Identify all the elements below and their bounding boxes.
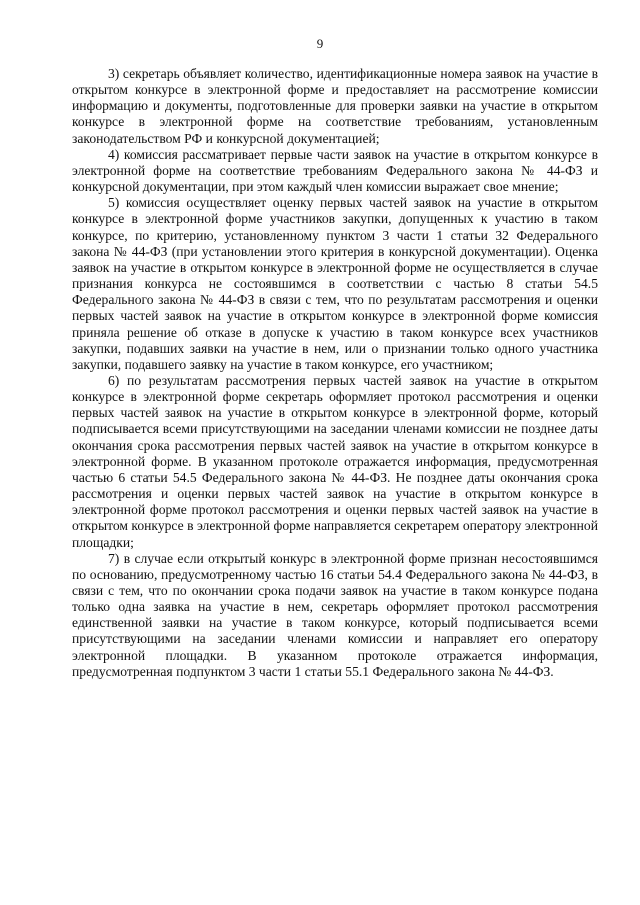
paragraph-item-6: 6) по результатам рассмотрения первых частей заявок на участие в открытом конкурсе в электронной форме секретарь оформляет протокол рассмотрения и оценки первых частей заявок на участие в открытом конкурсе в электронной форме, который подписывается всеми присутствующими на заседании членами комиссии не позднее даты окончания срока рассмотрения первых частей заявок на участие в открытом конкурсе в электронной форме. В указанном протоколе отражается информация, предусмотренная частью 6 статьи 54.5 Федерального закона № 44-ФЗ. Не позднее даты окончания срока рассмотрения и оценки первых частей заявок на участие в открытом конкурсе в электронной форме протокол рассмотрения и оценки первых частей заявок на участие в открытом конкурсе в электронной форме направляется секретарем оператору электронной площадки; <box>72 372 598 550</box>
paragraph-item-3: 3) секретарь объявляет количество, идентификационные номера заявок на участие в открытом конкурсе в электронной форме и предоставляет на рассмотрение комиссии информацию и документы, подготовленные для проверки заявки на участие в открытом конкурсе в электронной форме на соответствие требованиям, установленным законодательством РФ и конкурсной документацией; <box>72 66 598 146</box>
page-number: 9 <box>316 36 324 51</box>
paragraph-item-4: 4) комиссия рассматривает первые части заявок на участие в открытом конкурсе в электронной форме на соответствие требованиям Федерального закона № 44-ФЗ и конкурсной документации, при этом каждый член комиссии выражает свое мнение; <box>72 146 598 195</box>
document-body <box>72 66 598 680</box>
paragraph-item-5: 5) комиссия осуществляет оценку первых частей заявок на участие в открытом конкурсе в электронной форме участников закупки, допущенных к участию в таком конкурсе, по критерию, установленному пунктом 3 части 1 статьи 32 Федерального закона № 44-ФЗ (при установлении этого критерия в конкурсной документации). Оценка заявок на участие в открытом конкурсе в электронной форме не осуществляется в случае признания конкурса не состоявшимся в соответствии с частью 8 статьи 54.5 Федерального закона № 44-ФЗ в связи с тем, что по результатам рассмотрения и оценки первых частей заявок на участие в открытом конкурсе в электронной форме комиссия приняла решение об отказе в допуске к участию в таком конкурсе всех участников закупки, подавших заявки на участие в нем, или о признании только одного участника закупки, подавшего заявку на участие в таком конкурсе, его участником; <box>72 195 598 372</box>
paragraph-item-7: 7) в случае если открытый конкурс в электронной форме признан несостоявшимся по основанию, предусмотренному частью 16 статьи 54.4 Федерального закона № 44-ФЗ, в связи с тем, что по окончании срока подачи заявок на участие в таком конкурсе подана только одна заявка на участие в нем, секретарь оформляет протокол рассмотрения единственной заявки на участие в таком конкурсе, который подписывается всеми присутствующими на заседании членами комиссии и направляет его оператору электронной площадки. В указанном протоколе отражается информация, предусмотренная подпунктом 3 части 1 статьи 55.1 Федерального закона № 44-ФЗ. <box>72 550 598 679</box>
